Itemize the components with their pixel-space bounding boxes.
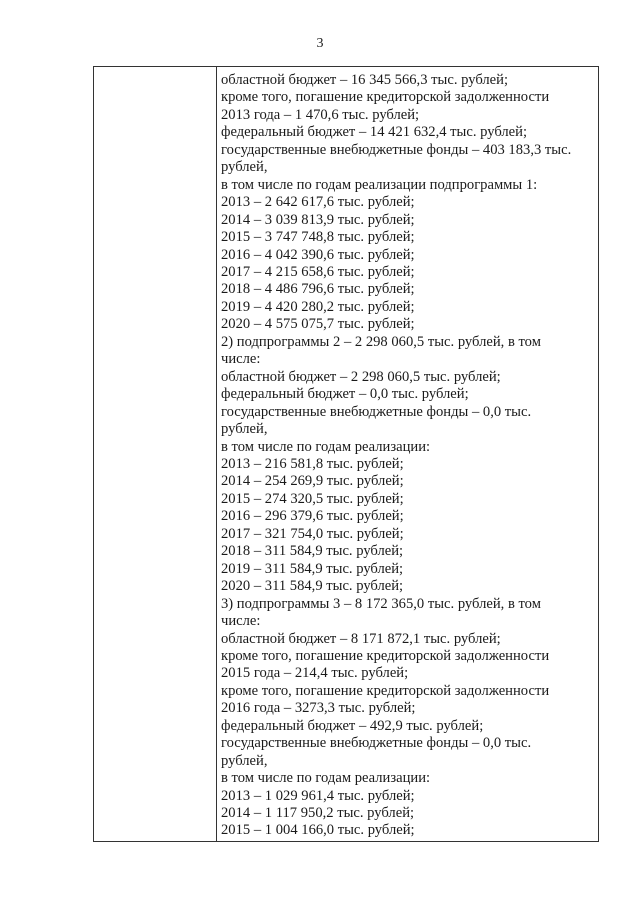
text-line: 2017 – 321 754,0 тыс. рублей; (221, 525, 404, 542)
text-line: рублей, (221, 159, 268, 176)
text-line: 2018 – 311 584,9 тыс. рублей; (221, 543, 404, 560)
text-line: кроме того, погашение кредиторской задолженности (221, 89, 550, 106)
text-line: 2014 – 254 269,9 тыс. рублей; (221, 473, 404, 490)
text-line: 2020 – 4 575 075,7 тыс. рублей; (221, 316, 415, 333)
text-line: 2013 – 1 029 961,4 тыс. рублей; (221, 787, 415, 804)
text-line: 2018 – 4 486 796,6 тыс. рублей; (221, 281, 415, 298)
text-line: 2015 – 3 747 748,8 тыс. рублей; (221, 229, 415, 246)
text-line: 2019 – 311 584,9 тыс. рублей; (221, 560, 404, 577)
text-line: федеральный бюджет – 0,0 тыс. рублей; (221, 386, 469, 403)
text-line: областной бюджет – 2 298 060,5 тыс. рублей; (221, 368, 501, 385)
text-line: 2) подпрограммы 2 – 2 298 060,5 тыс. рублей, в том (221, 333, 541, 350)
text-line: 3) подпрограммы 3 – 8 172 365,0 тыс. рублей, в том (221, 595, 541, 612)
text-line: 2016 – 296 379,6 тыс. рублей; (221, 508, 404, 525)
text-line: 2020 – 311 584,9 тыс. рублей; (221, 578, 404, 595)
text-line: кроме того, погашение кредиторской задолженности (221, 682, 550, 699)
text-line: рублей, (221, 421, 268, 438)
text-line: федеральный бюджет – 14 421 632,4 тыс. рублей; (221, 124, 528, 141)
table-left-cell (94, 67, 217, 841)
text-line: 2016 года – 3273,3 тыс. рублей; (221, 700, 416, 717)
text-line: государственные внебюджетные фонды – 0,0 тыс. (221, 403, 532, 420)
document-table (93, 66, 599, 842)
text-line: числе: (221, 613, 261, 630)
table-right-cell (218, 67, 598, 841)
text-line: в том числе по годам реализации: (221, 438, 431, 455)
page-number: 3 (316, 36, 324, 51)
text-line: числе: (221, 351, 261, 368)
text-line: 2016 – 4 042 390,6 тыс. рублей; (221, 246, 415, 263)
text-line: 2013 года – 1 470,6 тыс. рублей; (221, 106, 420, 123)
text-line: 2013 – 216 581,8 тыс. рублей; (221, 455, 404, 472)
text-line: кроме того, погашение кредиторской задолженности (221, 647, 550, 664)
text-line: федеральный бюджет – 492,9 тыс. рублей; (221, 717, 484, 734)
text-line: в том числе по годам реализации: (221, 770, 431, 787)
text-line: 2019 – 4 420 280,2 тыс. рублей; (221, 298, 415, 315)
text-line: 2014 – 3 039 813,9 тыс. рублей; (221, 211, 415, 228)
text-line: 2015 – 274 320,5 тыс. рублей; (221, 490, 404, 507)
text-line: областной бюджет – 16 345 566,3 тыс. рублей; (221, 72, 509, 88)
text-line: рублей, (221, 752, 268, 769)
text-line: в том числе по годам реализации подпрограммы 1: (221, 176, 538, 193)
text-line: государственные внебюджетные фонды – 403 183,3 тыс. (221, 141, 572, 158)
text-line: 2014 – 1 117 950,2 тыс. рублей; (221, 805, 415, 822)
text-line: 2015 – 1 004 166,0 тыс. рублей; (221, 822, 415, 839)
text-line: 2017 – 4 215 658,6 тыс. рублей; (221, 263, 415, 280)
text-line: 2013 – 2 642 617,6 тыс. рублей; (221, 194, 415, 211)
text-line: 2015 года – 214,4 тыс. рублей; (221, 665, 409, 682)
text-line: областной бюджет – 8 171 872,1 тыс. рублей; (221, 630, 501, 647)
text-line: государственные внебюджетные фонды – 0,0 тыс. (221, 735, 532, 752)
